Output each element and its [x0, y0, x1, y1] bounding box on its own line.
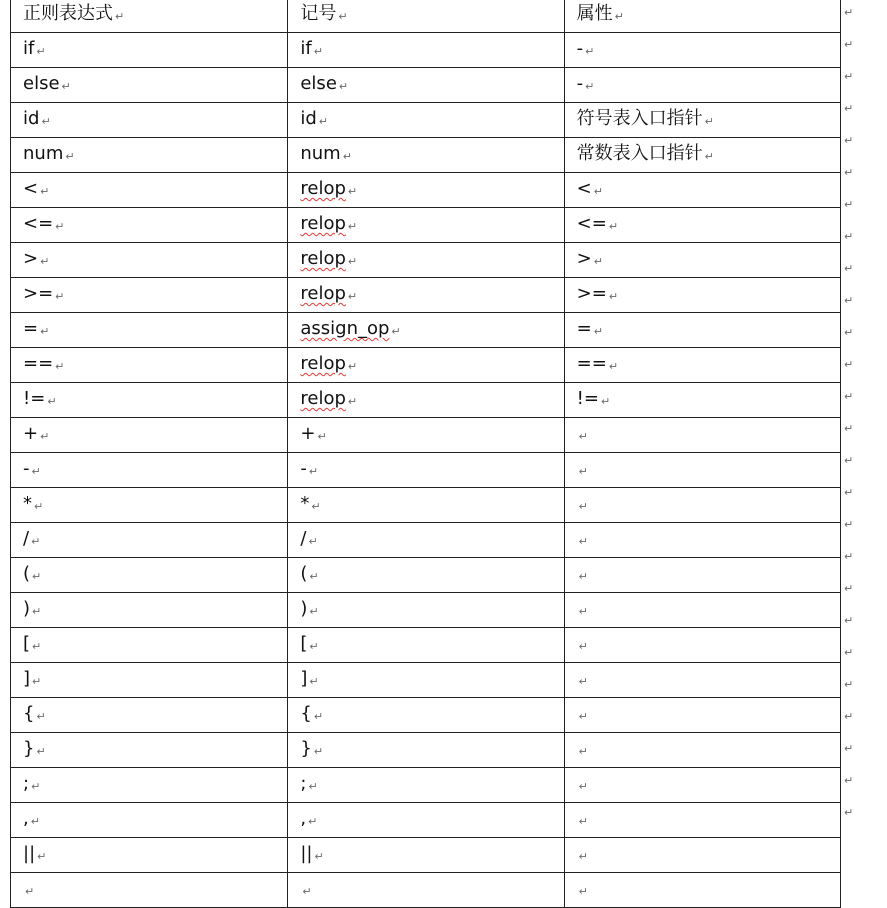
cell-token[interactable] [288, 593, 564, 628]
cell-regex[interactable] [11, 488, 288, 523]
cell-regex[interactable] [11, 68, 288, 103]
row-end-mark-icon: ↵ [844, 486, 854, 499]
cell-attribute[interactable] [564, 383, 840, 418]
paragraph-mark-icon: ↵ [704, 115, 714, 128]
regex-text: / [23, 528, 30, 549]
cell-regex[interactable] [11, 383, 288, 418]
regex-text: - [23, 458, 30, 479]
paragraph-mark-icon: ↵ [578, 570, 588, 583]
table-row [11, 243, 841, 278]
cell-token[interactable] [288, 33, 564, 68]
cell-token[interactable] [288, 103, 564, 138]
cell-attribute[interactable] [564, 768, 840, 803]
row-end-mark-icon: ↵ [844, 774, 854, 787]
cell-attribute[interactable] [564, 33, 840, 68]
cell-regex[interactable] [11, 138, 288, 173]
attribute-text: - [576, 73, 584, 94]
cell-token[interactable] [288, 628, 564, 663]
row-end-mark-icon: ↵ [844, 806, 854, 819]
row-end-mark-icon: ↵ [844, 38, 854, 51]
token-text: ) [300, 598, 308, 619]
cell-regex[interactable] [11, 873, 288, 908]
paragraph-mark-icon: ↵ [578, 780, 588, 793]
regex-text: [ [23, 633, 31, 654]
cell-token[interactable] [288, 68, 564, 103]
regex-text: else [23, 73, 60, 94]
table-row [11, 593, 841, 628]
table-row [11, 768, 841, 803]
cell-token[interactable] [288, 768, 564, 803]
cell-token[interactable] [288, 173, 564, 208]
token-table-body [11, 0, 841, 908]
paragraph-mark-icon: ↵ [36, 710, 46, 723]
paragraph-mark-icon: ↵ [308, 465, 319, 478]
paragraph-mark-icon: ↵ [32, 570, 42, 583]
cell-token[interactable] [288, 418, 564, 453]
row-end-mark-icon: ↵ [844, 614, 854, 627]
paragraph-mark-icon: ↵ [309, 675, 319, 688]
paragraph-mark-icon: ↵ [578, 885, 588, 898]
cell-regex[interactable] [11, 208, 288, 243]
attribute-text: - [576, 38, 584, 59]
table-row [11, 838, 841, 873]
table-row [11, 453, 841, 488]
paragraph-mark-icon: ↵ [608, 220, 619, 233]
cell-regex[interactable] [11, 278, 288, 313]
regex-text: , [23, 808, 29, 829]
cell-token[interactable] [288, 488, 564, 523]
paragraph-mark-icon: ↵ [313, 710, 324, 723]
regex-text: > [23, 248, 39, 269]
paragraph-mark-icon: ↵ [40, 430, 50, 443]
paragraph-mark-icon: ↵ [40, 185, 50, 198]
cell-regex[interactable] [11, 803, 288, 838]
paragraph-mark-icon: ↵ [40, 255, 50, 268]
cell-regex[interactable] [11, 663, 288, 698]
paragraph-mark-icon: ↵ [32, 605, 42, 618]
regex-text: } [23, 738, 35, 759]
cell-regex[interactable] [11, 593, 288, 628]
token-text: } [300, 738, 312, 759]
cell-regex[interactable] [11, 103, 288, 138]
token-text: relop [300, 388, 346, 409]
paragraph-mark-icon: ↵ [578, 535, 588, 548]
paragraph-mark-icon: ↵ [308, 535, 318, 548]
paragraph-mark-icon: ↵ [593, 325, 603, 338]
paragraph-mark-icon: ↵ [65, 150, 75, 163]
row-end-mark-icon: ↵ [844, 102, 854, 115]
paragraph-mark-icon: ↵ [578, 605, 588, 618]
attribute-text: = [576, 318, 592, 339]
regex-text: * [23, 493, 32, 514]
paragraph-mark-icon: ↵ [347, 220, 358, 233]
paragraph-mark-icon: ↵ [314, 850, 324, 863]
cell-token[interactable] [288, 733, 564, 768]
cell-attribute[interactable] [564, 628, 840, 663]
regex-text: != [23, 388, 46, 409]
header-token-label: 记号 [300, 3, 337, 24]
paragraph-mark-icon: ↵ [347, 395, 358, 408]
regex-text: == [23, 353, 54, 374]
token-text: [ [300, 633, 308, 654]
paragraph-mark-icon: ↵ [31, 535, 41, 548]
paragraph-mark-icon: ↵ [578, 815, 588, 828]
paragraph-mark-icon: ↵ [608, 360, 619, 373]
regex-text: < [23, 178, 39, 199]
row-end-mark-icon: ↵ [844, 646, 854, 659]
table-row [11, 348, 841, 383]
paragraph-mark-icon: ↵ [61, 80, 71, 93]
paragraph-mark-icon: ↵ [40, 325, 50, 338]
header-cell-regex[interactable] [11, 0, 288, 33]
row-end-mark-icon: ↵ [844, 550, 854, 563]
regex-text: >= [23, 283, 54, 304]
row-end-mark-icon: ↵ [844, 294, 854, 307]
token-text: relop [300, 353, 346, 374]
regex-text: ; [23, 773, 30, 794]
regex-text: ) [23, 598, 31, 619]
paragraph-mark-icon: ↵ [347, 185, 358, 198]
row-end-mark-icon: ↵ [844, 134, 854, 147]
paragraph-mark-icon: ↵ [36, 745, 46, 758]
token-text: + [300, 423, 316, 444]
attribute-text: >= [576, 283, 607, 304]
cell-attribute[interactable] [564, 418, 840, 453]
regex-text: num [23, 143, 64, 164]
paragraph-mark-icon: ↵ [318, 115, 329, 128]
row-end-mark-icon: ↵ [844, 166, 854, 179]
paragraph-mark-icon: ↵ [32, 675, 42, 688]
cell-attribute[interactable] [564, 873, 840, 908]
cell-attribute[interactable] [564, 453, 840, 488]
paragraph-mark-icon: ↵ [578, 710, 588, 723]
token-text: / [300, 528, 307, 549]
paragraph-mark-icon: ↵ [309, 640, 319, 653]
table-row [11, 873, 841, 908]
paragraph-mark-icon: ↵ [585, 45, 595, 58]
cell-token[interactable] [288, 383, 564, 418]
token-text: num [300, 143, 341, 164]
row-end-mark-icon: ↵ [844, 678, 854, 691]
cell-token[interactable] [288, 453, 564, 488]
cell-token[interactable] [288, 803, 564, 838]
table-row [11, 733, 841, 768]
cell-regex[interactable] [11, 313, 288, 348]
cell-attribute[interactable] [564, 593, 840, 628]
token-text: if [300, 38, 312, 59]
cell-regex[interactable] [11, 838, 288, 873]
paragraph-mark-icon: ↵ [578, 850, 588, 863]
attribute-text: > [576, 248, 592, 269]
table-row [11, 628, 841, 663]
cell-token[interactable] [288, 278, 564, 313]
regex-text: ( [23, 563, 31, 584]
cell-token[interactable] [288, 663, 564, 698]
cell-attribute[interactable] [564, 558, 840, 593]
paragraph-mark-icon: ↵ [55, 220, 65, 233]
cell-token[interactable] [288, 873, 564, 908]
paragraph-mark-icon: ↵ [614, 10, 624, 23]
paragraph-mark-icon: ↵ [578, 745, 588, 758]
cell-regex[interactable] [11, 733, 288, 768]
paragraph-mark-icon: ↵ [704, 150, 714, 163]
paragraph-mark-icon: ↵ [34, 500, 44, 513]
cell-attribute[interactable] [564, 278, 840, 313]
row-end-mark-icon: ↵ [844, 70, 854, 83]
regex-text: || [23, 843, 36, 864]
token-text: id [300, 108, 317, 129]
header-cell-token[interactable] [288, 0, 564, 33]
paragraph-mark-icon: ↵ [338, 80, 349, 93]
cell-attribute[interactable] [564, 698, 840, 733]
cell-regex[interactable] [11, 173, 288, 208]
cell-token[interactable] [288, 523, 564, 558]
cell-attribute[interactable] [564, 838, 840, 873]
paragraph-mark-icon: ↵ [593, 185, 603, 198]
cell-attribute[interactable] [564, 138, 840, 173]
token-text: - [300, 458, 307, 479]
cell-attribute[interactable] [564, 733, 840, 768]
token-text: * [300, 493, 310, 514]
paragraph-mark-icon: ↵ [578, 465, 588, 478]
table-row [11, 383, 841, 418]
paragraph-mark-icon: ↵ [608, 290, 619, 303]
token-text: || [300, 843, 313, 864]
cell-attribute[interactable] [564, 313, 840, 348]
paragraph-mark-icon: ↵ [585, 80, 595, 93]
attribute-text: < [576, 178, 592, 199]
paragraph-mark-icon: ↵ [311, 500, 321, 513]
header-regex-label: 正则表达式 [23, 3, 113, 24]
cell-regex[interactable] [11, 348, 288, 383]
row-end-mark-icon: ↵ [844, 390, 854, 403]
cell-regex[interactable] [11, 768, 288, 803]
paragraph-mark-icon: ↵ [593, 255, 603, 268]
table-row [11, 488, 841, 523]
paragraph-mark-icon: ↵ [347, 255, 358, 268]
paragraph-mark-icon: ↵ [313, 745, 324, 758]
paragraph-mark-icon: ↵ [302, 885, 312, 898]
paragraph-mark-icon: ↵ [347, 290, 358, 303]
table-header-row [11, 0, 841, 33]
row-end-mark-icon: ↵ [844, 710, 854, 723]
row-end-mark-icon: ↵ [844, 454, 854, 467]
table-row [11, 33, 841, 68]
row-end-mark-icon: ↵ [844, 582, 854, 595]
cell-token[interactable] [288, 208, 564, 243]
row-end-mark-icon: ↵ [844, 518, 854, 531]
table-row [11, 68, 841, 103]
paragraph-mark-icon: ↵ [338, 10, 348, 23]
cell-token[interactable] [288, 558, 564, 593]
token-text: { [300, 703, 312, 724]
regex-text: + [23, 423, 39, 444]
cell-regex[interactable] [11, 698, 288, 733]
token-text: relop [300, 283, 346, 304]
token-text: ( [300, 563, 308, 584]
cell-regex[interactable] [11, 558, 288, 593]
token-text: , [300, 808, 307, 829]
header-attribute-label: 属性 [576, 3, 613, 24]
attribute-text: 常数表入口指针 [576, 143, 703, 164]
row-end-mark-icon: ↵ [844, 326, 854, 339]
paragraph-mark-icon: ↵ [31, 780, 41, 793]
cell-regex[interactable] [11, 243, 288, 278]
table-row [11, 663, 841, 698]
paragraph-mark-icon: ↵ [578, 430, 588, 443]
cell-attribute[interactable] [564, 803, 840, 838]
cell-regex[interactable] [11, 628, 288, 663]
attribute-text: 符号表入口指针 [576, 108, 703, 129]
cell-attribute[interactable] [564, 68, 840, 103]
row-end-mark-icon: ↵ [844, 422, 854, 435]
paragraph-mark-icon: ↵ [32, 640, 42, 653]
cell-token[interactable] [288, 313, 564, 348]
regex-text: = [23, 318, 39, 339]
paragraph-mark-icon: ↵ [308, 815, 318, 828]
regex-text: ] [23, 668, 31, 689]
table-row [11, 173, 841, 208]
paragraph-mark-icon: ↵ [347, 360, 358, 373]
row-end-mark-icon: ↵ [844, 230, 854, 243]
token-text: relop [300, 213, 346, 234]
row-end-mark-icon: ↵ [844, 742, 854, 755]
token-table [10, 0, 841, 908]
cell-attribute[interactable] [564, 663, 840, 698]
table-row [11, 418, 841, 453]
paragraph-mark-icon: ↵ [309, 605, 319, 618]
token-text: relop [300, 248, 346, 269]
paragraph-mark-icon: ↵ [115, 10, 125, 23]
paragraph-mark-icon: ↵ [308, 780, 318, 793]
token-text: ] [300, 668, 308, 689]
cell-token[interactable] [288, 698, 564, 733]
paragraph-mark-icon: ↵ [600, 395, 611, 408]
cell-attribute[interactable] [564, 243, 840, 278]
paragraph-mark-icon: ↵ [317, 430, 327, 443]
table-row [11, 523, 841, 558]
cell-token[interactable] [288, 348, 564, 383]
regex-text: <= [23, 213, 54, 234]
paragraph-mark-icon: ↵ [25, 885, 35, 898]
cell-token[interactable] [288, 243, 564, 278]
paragraph-mark-icon: ↵ [55, 290, 65, 303]
cell-attribute[interactable] [564, 348, 840, 383]
row-end-marks [844, 0, 864, 829]
attribute-text: <= [576, 213, 607, 234]
regex-text: id [23, 108, 40, 129]
cell-attribute[interactable] [564, 523, 840, 558]
paragraph-mark-icon: ↵ [36, 45, 46, 58]
table-row [11, 208, 841, 243]
paragraph-mark-icon: ↵ [391, 325, 401, 338]
table-row [11, 803, 841, 838]
token-text: else [300, 73, 337, 94]
regex-text: { [23, 703, 35, 724]
paragraph-mark-icon: ↵ [55, 360, 65, 373]
paragraph-mark-icon: ↵ [309, 570, 319, 583]
cell-regex[interactable] [11, 453, 288, 488]
cell-attribute[interactable] [564, 488, 840, 523]
paragraph-mark-icon: ↵ [41, 115, 51, 128]
regex-text: if [23, 38, 35, 59]
cell-regex[interactable] [11, 523, 288, 558]
cell-regex[interactable] [11, 418, 288, 453]
row-end-mark-icon: ↵ [844, 198, 854, 211]
paragraph-mark-icon: ↵ [342, 150, 352, 163]
paragraph-mark-icon: ↵ [37, 850, 47, 863]
paragraph-mark-icon: ↵ [578, 640, 588, 653]
paragraph-mark-icon: ↵ [578, 675, 588, 688]
paragraph-mark-icon: ↵ [578, 500, 588, 513]
paragraph-mark-icon: ↵ [30, 815, 40, 828]
row-end-mark-icon: ↵ [844, 262, 854, 275]
paragraph-mark-icon: ↵ [31, 465, 41, 478]
token-text: assign_op [300, 318, 390, 339]
token-text: relop [300, 178, 346, 199]
attribute-text: != [576, 388, 599, 409]
row-end-mark-icon: ↵ [844, 6, 854, 19]
table-row [11, 313, 841, 348]
paragraph-mark-icon: ↵ [313, 45, 323, 58]
cell-regex[interactable] [11, 33, 288, 68]
cell-token[interactable] [288, 838, 564, 873]
cell-attribute[interactable] [564, 103, 840, 138]
header-cell-attribute[interactable] [564, 0, 840, 33]
attribute-text: == [576, 353, 607, 374]
row-end-mark-icon: ↵ [844, 358, 854, 371]
table-row [11, 103, 841, 138]
paragraph-mark-icon: ↵ [47, 395, 57, 408]
cell-attribute[interactable] [564, 208, 840, 243]
table-row [11, 558, 841, 593]
cell-attribute[interactable] [564, 173, 840, 208]
token-text: ; [300, 773, 307, 794]
table-row [11, 138, 841, 173]
table-row [11, 698, 841, 733]
table-row [11, 278, 841, 313]
cell-token[interactable] [288, 138, 564, 173]
